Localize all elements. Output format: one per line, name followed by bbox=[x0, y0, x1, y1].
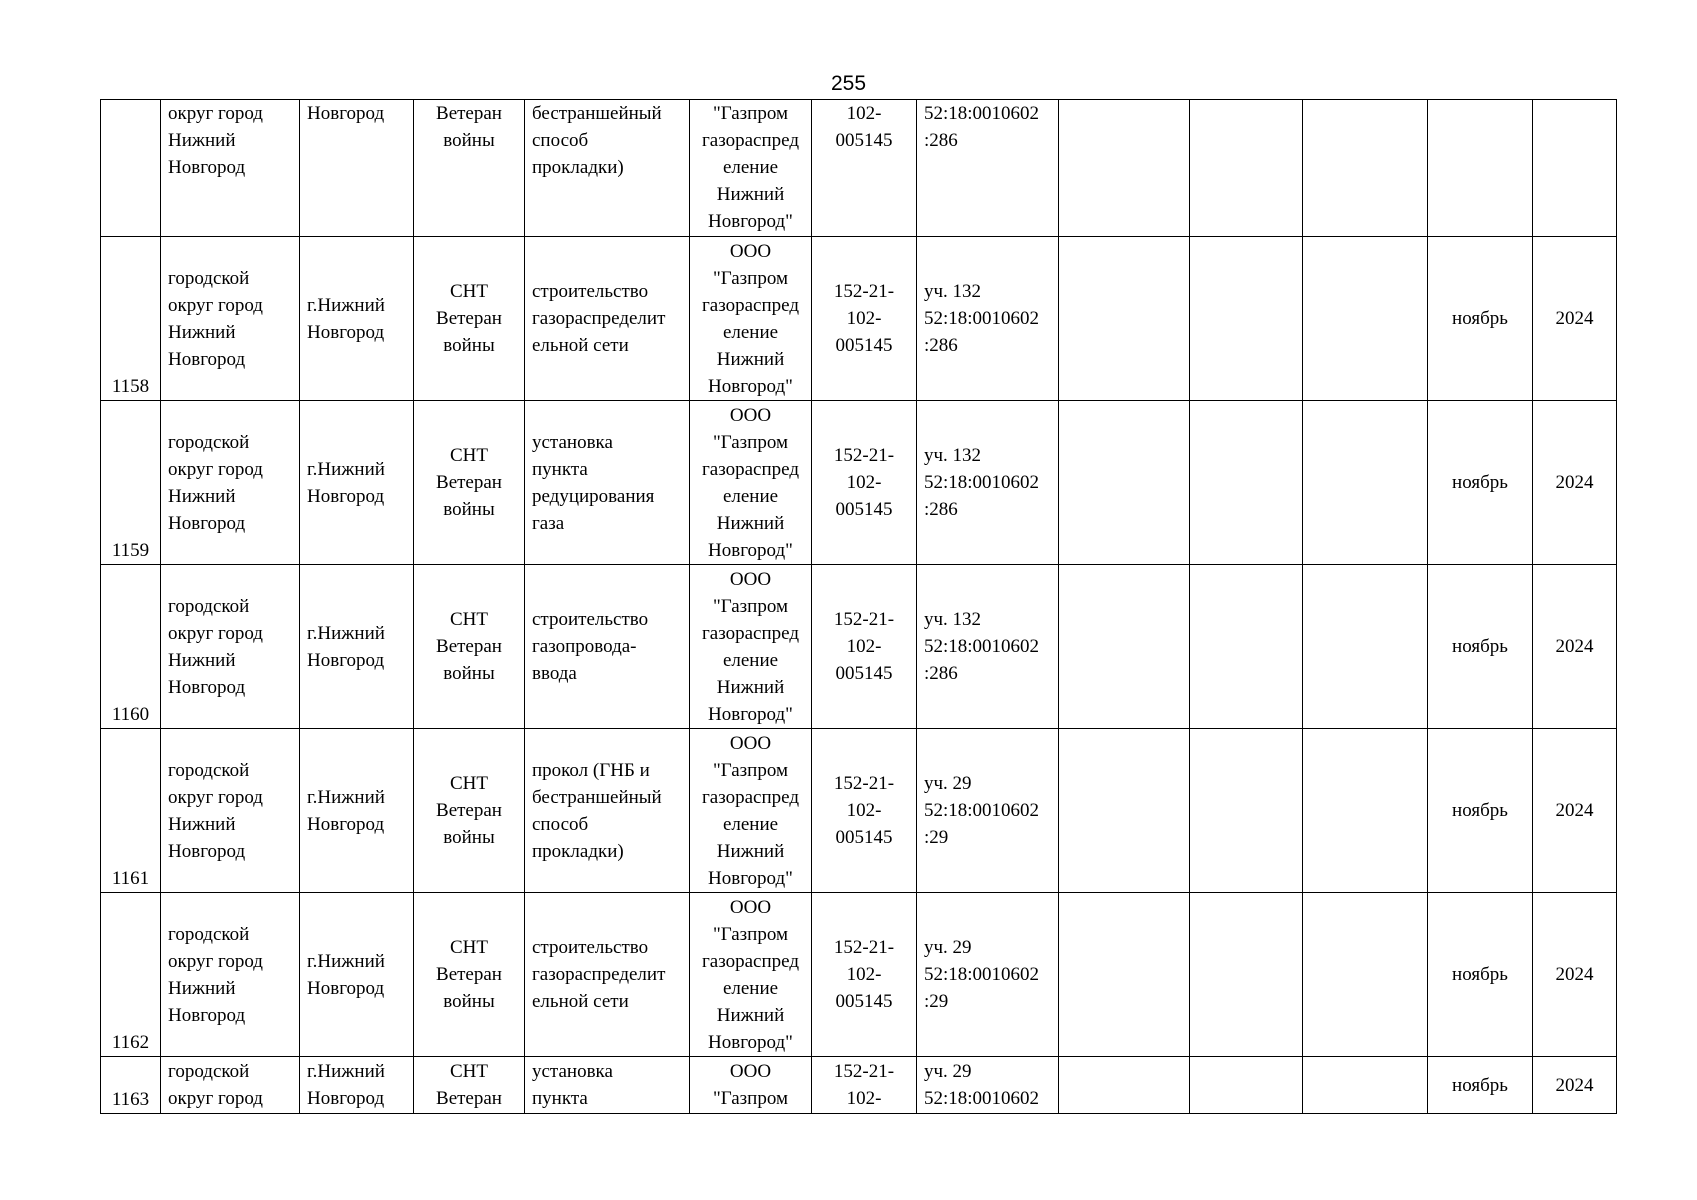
cell-code: 152-21- 102- bbox=[812, 1057, 917, 1114]
table-row bbox=[101, 565, 1617, 729]
cell-code: 152-21- 102- 005145 bbox=[812, 237, 917, 401]
cell-cadastral: уч. 132 52:18:0010602 :286 bbox=[917, 565, 1059, 729]
cell-empty-3 bbox=[1303, 893, 1428, 1057]
cell-cadastral: уч. 29 52:18:0010602 :29 bbox=[917, 893, 1059, 1057]
cell-month: ноябрь bbox=[1428, 729, 1533, 893]
cell-month: ноябрь bbox=[1428, 893, 1533, 1057]
cell-cadastral: 52:18:0010602 :286 bbox=[917, 100, 1059, 237]
cell-city: г.Нижний Новгород bbox=[300, 1057, 414, 1114]
table-row bbox=[101, 401, 1617, 565]
cell-district: городской округ город Нижний Новгород bbox=[161, 893, 300, 1057]
cell-code: 152-21- 102- 005145 bbox=[812, 893, 917, 1057]
cell-month bbox=[1428, 100, 1533, 237]
table-row bbox=[101, 1057, 1617, 1114]
cell-location: СНТ Ветеран войны bbox=[414, 401, 525, 565]
cell-empty-1 bbox=[1059, 237, 1190, 401]
cell-empty-1 bbox=[1059, 1057, 1190, 1114]
cell-empty-2 bbox=[1190, 893, 1303, 1057]
cell-city: г.Нижний Новгород bbox=[300, 729, 414, 893]
cell-num: 1160 bbox=[101, 565, 161, 729]
cell-district: городской округ город bbox=[161, 1057, 300, 1114]
cell-year bbox=[1533, 100, 1617, 237]
cell-num: 1158 bbox=[101, 237, 161, 401]
cell-city: г.Нижний Новгород bbox=[300, 401, 414, 565]
cell-empty-1 bbox=[1059, 893, 1190, 1057]
cell-org: ООО "Газпром газораспред еление Нижний Новгород" bbox=[690, 893, 812, 1057]
cell-org: ООО "Газпром bbox=[690, 1057, 812, 1114]
cell-empty-3 bbox=[1303, 401, 1428, 565]
cell-empty-1 bbox=[1059, 729, 1190, 893]
cell-year: 2024 bbox=[1533, 729, 1617, 893]
cell-empty-3 bbox=[1303, 100, 1428, 237]
cell-city: г.Нижний Новгород bbox=[300, 237, 414, 401]
cell-code: 102- 005145 bbox=[812, 100, 917, 237]
table-row bbox=[101, 893, 1617, 1057]
cell-work: бестраншейный способ прокладки) bbox=[525, 100, 690, 237]
cell-city: г.Нижний Новгород bbox=[300, 893, 414, 1057]
cell-empty-3 bbox=[1303, 237, 1428, 401]
cell-empty-1 bbox=[1059, 100, 1190, 237]
cell-cadastral: уч. 132 52:18:0010602 :286 bbox=[917, 237, 1059, 401]
cell-month: ноябрь bbox=[1428, 401, 1533, 565]
cell-district: городской округ город Нижний Новгород bbox=[161, 729, 300, 893]
cell-org: "Газпром газораспред еление Нижний Новгород" bbox=[690, 100, 812, 237]
cell-month: ноябрь bbox=[1428, 237, 1533, 401]
cell-org: ООО "Газпром газораспред еление Нижний Новгород" bbox=[690, 237, 812, 401]
cell-location: СНТ Ветеран войны bbox=[414, 729, 525, 893]
table-row bbox=[101, 729, 1617, 893]
cell-empty-2 bbox=[1190, 565, 1303, 729]
cell-empty-1 bbox=[1059, 401, 1190, 565]
cell-num: 1159 bbox=[101, 401, 161, 565]
cell-location: Ветеран войны bbox=[414, 100, 525, 237]
cell-location: СНТ Ветеран войны bbox=[414, 893, 525, 1057]
cell-empty-2 bbox=[1190, 401, 1303, 565]
cell-district: округ город Нижний Новгород bbox=[161, 100, 300, 237]
cell-location: СНТ Ветеран войны bbox=[414, 237, 525, 401]
cell-year: 2024 bbox=[1533, 1057, 1617, 1114]
cell-work: установка пункта bbox=[525, 1057, 690, 1114]
cell-district: городской округ город Нижний Новгород bbox=[161, 565, 300, 729]
cell-num bbox=[101, 100, 161, 237]
cell-empty-3 bbox=[1303, 729, 1428, 893]
cell-location: СНТ Ветеран войны bbox=[414, 565, 525, 729]
cell-city: Новгород bbox=[300, 100, 414, 237]
cell-work: строительство газораспределит ельной сети bbox=[525, 237, 690, 401]
table-row bbox=[101, 237, 1617, 401]
cell-month: ноябрь bbox=[1428, 1057, 1533, 1114]
data-table bbox=[100, 99, 1617, 1114]
cell-work: строительство газораспределит ельной сети bbox=[525, 893, 690, 1057]
page-number: 255 bbox=[830, 72, 867, 95]
cell-month: ноябрь bbox=[1428, 565, 1533, 729]
cell-empty-2 bbox=[1190, 729, 1303, 893]
cell-num: 1162 bbox=[101, 893, 161, 1057]
cell-code: 152-21- 102- 005145 bbox=[812, 401, 917, 565]
cell-org: ООО "Газпром газораспред еление Нижний Новгород" bbox=[690, 565, 812, 729]
cell-location: СНТ Ветеран bbox=[414, 1057, 525, 1114]
cell-year: 2024 bbox=[1533, 237, 1617, 401]
cell-year: 2024 bbox=[1533, 565, 1617, 729]
cell-city: г.Нижний Новгород bbox=[300, 565, 414, 729]
cell-work: строительство газопровода- ввода bbox=[525, 565, 690, 729]
cell-district: городской округ город Нижний Новгород bbox=[161, 237, 300, 401]
table-row bbox=[101, 100, 1617, 237]
cell-num: 1163 bbox=[101, 1057, 161, 1114]
cell-empty-1 bbox=[1059, 565, 1190, 729]
cell-empty-2 bbox=[1190, 237, 1303, 401]
cell-cadastral: уч. 29 52:18:0010602 bbox=[917, 1057, 1059, 1114]
cell-org: ООО "Газпром газораспред еление Нижний Новгород" bbox=[690, 729, 812, 893]
cell-code: 152-21- 102- 005145 bbox=[812, 565, 917, 729]
cell-org: ООО "Газпром газораспред еление Нижний Новгород" bbox=[690, 401, 812, 565]
cell-code: 152-21- 102- 005145 bbox=[812, 729, 917, 893]
cell-empty-2 bbox=[1190, 100, 1303, 237]
cell-cadastral: уч. 132 52:18:0010602 :286 bbox=[917, 401, 1059, 565]
cell-empty-2 bbox=[1190, 1057, 1303, 1114]
table-body bbox=[101, 100, 1617, 1114]
cell-empty-3 bbox=[1303, 565, 1428, 729]
cell-cadastral: уч. 29 52:18:0010602 :29 bbox=[917, 729, 1059, 893]
cell-work: прокол (ГНБ и бестраншейный способ прокладки) bbox=[525, 729, 690, 893]
cell-year: 2024 bbox=[1533, 893, 1617, 1057]
cell-work: установка пункта редуцирования газа bbox=[525, 401, 690, 565]
cell-year: 2024 bbox=[1533, 401, 1617, 565]
cell-empty-3 bbox=[1303, 1057, 1428, 1114]
cell-district: городской округ город Нижний Новгород bbox=[161, 401, 300, 565]
cell-num: 1161 bbox=[101, 729, 161, 893]
